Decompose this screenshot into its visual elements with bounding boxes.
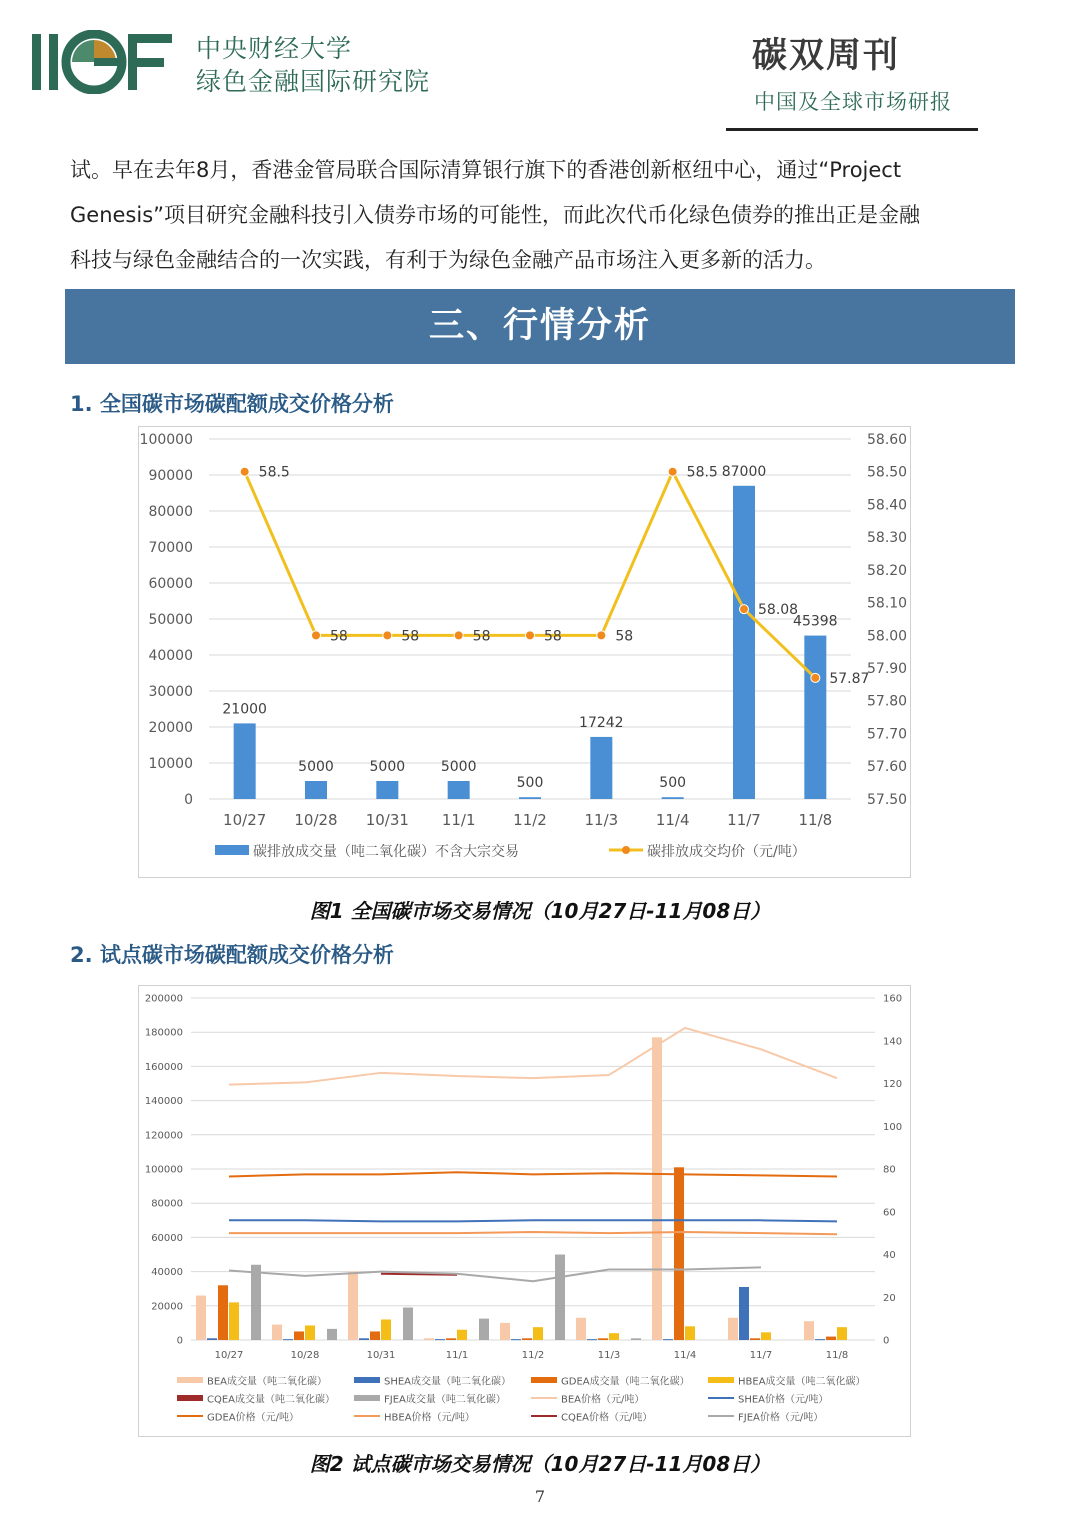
left-axis-tick-label: 20000 <box>148 719 193 736</box>
bar <box>446 1338 456 1340</box>
x-axis-tick-label: 11/3 <box>597 1350 621 1361</box>
legend-label: GDEA价格（元/吨） <box>207 1412 299 1424</box>
line-point <box>240 467 249 476</box>
x-axis-tick-label: 10/27 <box>223 811 267 829</box>
left-axis-tick-label: 10000 <box>148 755 193 772</box>
line-data-label: 58 <box>472 628 491 645</box>
bar <box>522 1338 532 1340</box>
legend-label: GDEA成交量（吨二氧化碳） <box>561 1376 690 1388</box>
x-axis-tick-label: 11/8 <box>825 1350 849 1361</box>
org-name-line2: 绿色金融国际研究院 <box>196 67 431 96</box>
line-data-label: 58 <box>615 628 634 645</box>
left-axis-tick-label: 0 <box>184 791 193 808</box>
x-axis-tick-label: 10/31 <box>366 1350 396 1361</box>
right-axis-tick-label: 120 <box>883 1079 903 1090</box>
page-number: 7 <box>534 1487 546 1506</box>
series-line <box>229 1028 837 1085</box>
left-axis-tick-label: 20000 <box>151 1301 183 1313</box>
chart-1-frame <box>138 426 911 878</box>
line-point <box>597 631 606 640</box>
left-axis-tick-label: 180000 <box>144 1027 183 1039</box>
right-axis-tick-label: 58.10 <box>867 595 908 612</box>
bar <box>376 781 398 799</box>
paragraph-line: 试。早在去年8月，香港金管局联合国际清算银行旗下的香港创新枢纽中心，通过“Project <box>70 158 902 182</box>
legend-label: 碳排放成交均价（元/吨） <box>647 843 806 860</box>
x-axis-tick-label: 10/28 <box>290 1350 320 1361</box>
legend-label: BEA成交量（吨二氧化碳） <box>207 1376 328 1388</box>
line-point <box>811 673 820 682</box>
bar <box>457 1330 467 1340</box>
bar <box>761 1332 771 1340</box>
bar <box>804 1321 814 1340</box>
x-axis-tick-label: 10/31 <box>365 811 409 829</box>
bar <box>652 1037 662 1340</box>
legend-swatch <box>177 1377 203 1383</box>
right-axis-tick-label: 0 <box>883 1335 890 1347</box>
left-axis-tick-label: 0 <box>176 1335 183 1347</box>
left-axis-tick-label: 100000 <box>139 431 193 448</box>
bar <box>609 1333 619 1340</box>
bar <box>555 1255 565 1341</box>
line-data-label: 57.87 <box>829 670 870 687</box>
bar <box>519 797 541 799</box>
left-axis-tick-label: 50000 <box>148 611 193 628</box>
line-point <box>526 631 535 640</box>
bar <box>587 1339 597 1340</box>
line-data-label: 58.08 <box>758 602 799 619</box>
right-axis-tick-label: 57.90 <box>867 660 908 677</box>
line-point <box>740 605 749 614</box>
legend-label: FJEA成交量（吨二氧化碳） <box>384 1394 506 1406</box>
bar <box>196 1296 206 1340</box>
x-axis-tick-label: 10/27 <box>214 1350 244 1361</box>
right-axis-tick-label: 57.80 <box>867 693 908 710</box>
line-data-label: 58.5 <box>686 464 718 481</box>
bar <box>685 1326 695 1340</box>
paragraph-line: Genesis”项目研究金融科技引入债券市场的可能性，而此次代币化绿色债券的推出正是金融 <box>70 203 921 227</box>
right-axis-tick-label: 160 <box>883 993 903 1005</box>
left-axis-tick-label: 140000 <box>144 1096 183 1108</box>
left-axis-tick-label: 40000 <box>148 647 193 664</box>
line-point <box>383 631 392 640</box>
line-point <box>668 467 677 476</box>
right-axis-tick-label: 80 <box>883 1164 896 1176</box>
x-axis-tick-label: 11/1 <box>441 811 476 829</box>
right-axis-tick-label: 100 <box>883 1121 903 1133</box>
legend-label: BEA价格（元/吨） <box>561 1394 645 1406</box>
bar <box>370 1331 380 1340</box>
right-axis-tick-label: 20 <box>883 1292 896 1304</box>
x-axis-tick-label: 11/7 <box>727 811 761 829</box>
bar <box>739 1287 749 1340</box>
line-point <box>454 631 463 640</box>
legend-label: CQEA价格（元/吨） <box>561 1412 653 1424</box>
legend-label: FJEA价格（元/吨） <box>738 1412 824 1424</box>
x-axis-tick-label: 11/4 <box>655 811 690 829</box>
right-axis-tick-label: 58.50 <box>867 464 908 481</box>
org-name-line1: 中央财经大学 <box>196 34 353 63</box>
bar-data-label: 21000 <box>222 701 267 718</box>
bar <box>511 1339 521 1340</box>
legend-label: SHEA价格（元/吨） <box>738 1394 829 1406</box>
header-divider <box>726 128 978 131</box>
bar <box>631 1338 641 1340</box>
bar <box>576 1318 586 1340</box>
bar <box>403 1308 413 1340</box>
right-axis-tick-label: 57.60 <box>867 759 908 776</box>
bar-data-label: 87000 <box>721 463 767 480</box>
legend-label: 碳排放成交量（吨二氧化碳）不含大宗交易 <box>253 843 519 860</box>
series-line <box>229 1232 837 1234</box>
right-axis-tick-label: 58.30 <box>867 530 908 547</box>
bar <box>381 1319 391 1340</box>
left-axis-tick-label: 70000 <box>148 539 193 556</box>
left-axis-tick-label: 200000 <box>144 993 183 1005</box>
subsection-heading-1: 1. 全国碳市场碳配额成交价格分析 <box>70 392 394 416</box>
bar <box>728 1318 738 1340</box>
x-axis-tick-label: 11/3 <box>584 811 619 829</box>
bar <box>662 797 684 799</box>
left-axis-tick-label: 100000 <box>144 1164 183 1176</box>
left-axis-tick-label: 80000 <box>151 1198 183 1210</box>
series-line <box>245 472 816 678</box>
right-axis-tick-label: 58.60 <box>867 431 908 448</box>
legend-swatch <box>354 1377 380 1383</box>
bar <box>837 1327 847 1340</box>
left-axis-tick-label: 160000 <box>144 1061 183 1073</box>
right-axis-tick-label: 57.50 <box>867 791 908 808</box>
right-axis-tick-label: 58.00 <box>867 628 908 645</box>
bar-data-label: 17242 <box>579 714 624 731</box>
subsection-heading-2: 2. 试点碳市场碳配额成交价格分析 <box>70 943 394 967</box>
bar <box>272 1325 282 1340</box>
bar <box>218 1285 228 1340</box>
figure-1-caption: 图1 全国碳市场交易情况（10月27日-11月08日） <box>309 899 771 923</box>
legend-label: HBEA成交量（吨二氧化碳） <box>738 1376 866 1388</box>
x-axis-tick-label: 11/2 <box>513 811 547 829</box>
x-axis-tick-label: 11/2 <box>521 1350 545 1361</box>
line-point <box>312 631 321 640</box>
legend-swatch <box>177 1395 203 1401</box>
publication-title: 碳双周刊 <box>752 36 901 76</box>
line-data-label: 58 <box>401 628 420 645</box>
bar <box>348 1272 358 1340</box>
bar <box>294 1331 304 1340</box>
series-line <box>229 1220 837 1221</box>
legend-swatch <box>531 1377 557 1383</box>
x-axis-tick-label: 11/4 <box>673 1350 697 1361</box>
chart-2-frame <box>138 985 911 1437</box>
legend-label: CQEA成交量（吨二氧化碳） <box>207 1394 336 1406</box>
paragraph-line: 科技与绿色金融结合的一次实践，有利于为绿色金融产品市场注入更多新的活力。 <box>70 248 826 272</box>
chart-2 <box>139 986 910 1436</box>
org-name <box>196 32 430 98</box>
legend-marker <box>622 846 630 854</box>
section-banner: 三、行情分析 <box>65 289 1015 364</box>
left-axis-tick-label: 90000 <box>148 467 193 484</box>
bar <box>733 486 755 799</box>
bar <box>305 1325 315 1340</box>
left-axis-tick-label: 120000 <box>144 1130 183 1142</box>
legend-label: SHEA成交量（吨二氧化碳） <box>384 1376 512 1388</box>
bar <box>305 781 327 799</box>
body-paragraph <box>70 148 980 283</box>
bar-data-label: 5000 <box>440 759 477 775</box>
x-axis-tick-label: 11/1 <box>445 1350 469 1361</box>
bar <box>424 1338 434 1340</box>
right-axis-tick-label: 40 <box>883 1250 896 1261</box>
bar <box>826 1337 836 1340</box>
right-axis-tick-label: 58.20 <box>867 562 908 579</box>
figure-2-caption: 图2 试点碳市场交易情况（10月27日-11月08日） <box>309 1452 771 1476</box>
chart-1 <box>139 427 910 877</box>
bar <box>207 1338 217 1340</box>
bar <box>500 1323 510 1340</box>
left-axis-tick-label: 40000 <box>151 1267 183 1279</box>
bar <box>815 1339 825 1340</box>
bar <box>448 781 470 799</box>
line-data-label: 58 <box>330 628 348 645</box>
legend-label: HBEA价格（元/吨） <box>384 1412 475 1424</box>
line-data-label: 58.5 <box>258 464 290 481</box>
bar <box>750 1338 760 1340</box>
right-axis-tick-label: 58.40 <box>867 497 908 514</box>
right-axis-tick-label: 60 <box>883 1207 896 1219</box>
bar <box>327 1329 337 1340</box>
bar <box>283 1339 293 1340</box>
legend-swatch <box>215 845 249 855</box>
bar <box>234 723 256 799</box>
bar <box>598 1338 608 1340</box>
legend-swatch <box>354 1395 380 1401</box>
bar <box>251 1265 261 1340</box>
bar <box>229 1302 239 1340</box>
bar <box>479 1319 489 1340</box>
bar <box>804 636 826 799</box>
bar <box>435 1339 445 1340</box>
legend-swatch <box>708 1377 734 1383</box>
iigf-logo <box>32 30 177 94</box>
bar <box>359 1338 369 1340</box>
right-axis-tick-label: 57.70 <box>867 726 908 743</box>
bar <box>674 1167 684 1340</box>
left-axis-tick-label: 60000 <box>148 575 193 592</box>
left-axis-tick-label: 30000 <box>148 683 193 700</box>
x-axis-tick-label: 11/7 <box>749 1350 773 1361</box>
bar-data-label: 500 <box>516 775 544 792</box>
bar <box>533 1327 543 1340</box>
bar <box>663 1339 673 1340</box>
bar-data-label: 5000 <box>298 759 334 775</box>
bar-data-label: 500 <box>659 775 687 792</box>
x-axis-tick-label: 10/28 <box>294 811 338 829</box>
bar <box>590 737 612 799</box>
publication-subtitle: 中国及全球市场研报 <box>754 90 952 114</box>
left-axis-tick-label: 80000 <box>148 503 193 520</box>
right-axis-tick-label: 140 <box>883 1036 903 1048</box>
bar-data-label: 45398 <box>793 613 838 630</box>
line-data-label: 58 <box>544 628 562 645</box>
left-axis-tick-label: 60000 <box>151 1232 183 1244</box>
bar-data-label: 5000 <box>369 759 406 775</box>
series-line <box>229 1172 837 1176</box>
x-axis-tick-label: 11/8 <box>798 811 833 829</box>
